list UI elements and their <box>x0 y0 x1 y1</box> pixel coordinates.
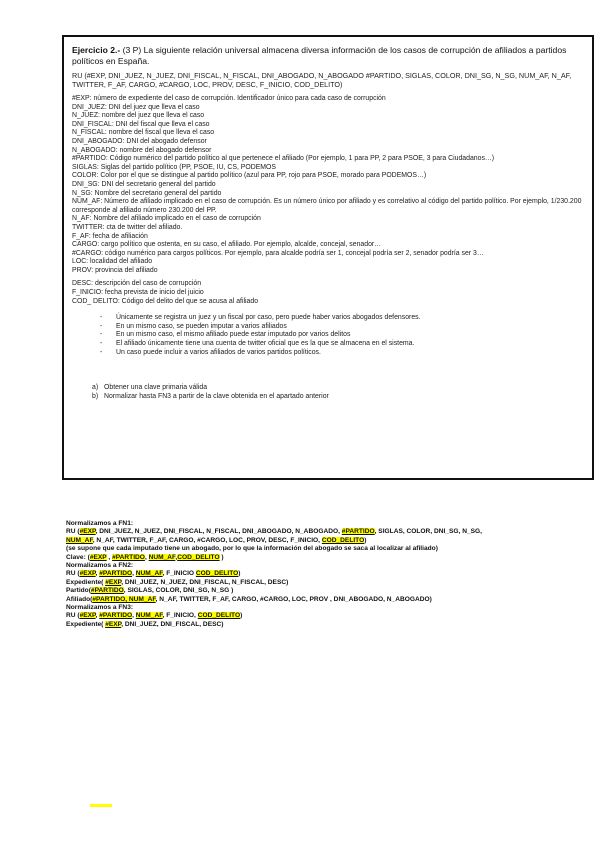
text: , <box>132 570 136 578</box>
constraint-item: - Un caso puede incluir a varios afiliados de varios partidos políticos. <box>100 349 584 358</box>
attribute-line: CARGO: cargo político que ostenta, en su caso, el afiliado. Por ejemplo, alcalde, concejal, senador… <box>72 241 382 249</box>
fn1-relation <box>66 528 591 545</box>
key-attr: #EXP <box>89 553 107 561</box>
attribute-line: N_FISCAL: nombre del fiscal que lleva el caso <box>72 129 215 137</box>
attribute-line: COD_ DELITO: Código del delito del que se acusa al afiliado <box>72 297 259 305</box>
universal-relation: RU (#EXP, DNI_JUEZ, N_JUEZ, DNI_FISCAL, N_FISCAL, DNI_ABOGADO, N_ABOGADO #PARTIDO, SIGLAS, COLOR, DNI_SG, N_SG, NUM_AF, N_AF, TWITTER, F_AF, CARGO, #CARGO, LOC, PROV, DESC, F_INICIO, COD_DELITO) <box>72 71 572 89</box>
partido-relation <box>66 587 591 595</box>
key-attr: COD_DELITO <box>197 612 241 620</box>
empty-highlight-mark <box>90 804 112 807</box>
text: , <box>132 612 136 620</box>
key-attr: NUM_AF <box>135 570 163 578</box>
task-item <box>92 393 584 402</box>
text: RU ( <box>66 528 80 536</box>
attribute-line: LOC: localidad del afiliado <box>72 258 153 266</box>
key-attr: #PARTIDO <box>341 528 375 536</box>
attribute-descriptions-extra <box>72 280 584 306</box>
text: RU ( <box>66 612 80 620</box>
exercise-statement-box <box>62 35 594 480</box>
constraint-item: - En un mismo caso, el mismo afiliado puede estar imputado por varios delitos <box>100 331 584 340</box>
fn2-heading: Normalizamos a FN2: <box>66 562 134 570</box>
text: , F_INICIO <box>162 570 196 578</box>
key-attr: #EXP <box>79 612 96 620</box>
attribute-line: N_ABOGADO: nombre del abogado defensor <box>72 146 212 154</box>
text: Expediente( <box>66 620 106 628</box>
text: , N_AF, TWITTER, F_AF, CARGO, #CARGO, LOC, PROV , DNI_ABOGADO, N_ABOGADO) <box>155 595 432 603</box>
expediente-relation <box>66 579 591 587</box>
attribute-line: DNI_ABOGADO: DNI del abogado defensor <box>72 137 207 145</box>
attribute-line: DNI_JUEZ: DNI del juez que lleva el caso <box>72 103 200 111</box>
key-attr: #EXP <box>105 578 122 586</box>
text: , DNI_JUEZ, DNI_FISCAL, DESC) <box>121 620 224 628</box>
exercise-title <box>72 45 584 67</box>
task-text: Obtener una clave primaria válida <box>104 384 208 392</box>
attribute-line: PROV: provincia del afiliado <box>72 266 158 274</box>
attribute-line: TWITTER: cta de twitter del afiliado. <box>72 223 183 231</box>
attribute-line: N_SG: Nombre del secretario general del partido <box>72 189 222 197</box>
task-item <box>92 384 584 393</box>
constraint-item: - En un mismo caso, se pueden imputar a varios afiliados <box>100 323 584 332</box>
task-list <box>92 384 584 401</box>
text: , F_INICIO, <box>162 612 198 620</box>
text: ) <box>364 536 367 544</box>
attribute-line: #EXP: número de expediente del caso de corrupción. Identificador único para cada caso de corrupción <box>72 95 386 102</box>
text: , DNI_JUEZ, N_JUEZ, DNI_FISCAL, N_FISCAL, DESC) <box>121 578 289 586</box>
attribute-line: DNI_SG: DNI del secretario general del partido <box>72 180 216 188</box>
task-text: Normalizar hasta FN3 a partir de la clave obtenida en el apartado anterior <box>104 392 329 400</box>
text: , SIGLAS, COLOR, DNI_SG, N_SG, <box>374 528 482 536</box>
task-key: a) <box>92 384 99 392</box>
attribute-line: #PARTIDO: Código numérico del partido político al que pertenece el afiliado (Por ejemplo, 1 para PP, 2 para PSOE, 3 para Ciudadanos…) <box>72 155 495 163</box>
text: RU ( <box>66 570 80 578</box>
text: Partido( <box>66 587 91 595</box>
text: ) <box>240 612 243 620</box>
key-attr: #EXP <box>79 528 96 536</box>
key-attr: #PARTIDO, NUM_AF <box>92 595 156 603</box>
key-attr: COD_DELITO <box>177 553 220 561</box>
fn2-relation <box>66 570 591 578</box>
text: Clave: ( <box>66 553 90 561</box>
constraint-item: - Únicamente se registra un juez y un fiscal por caso, pero puede haber varios abogados defensores. <box>100 314 584 323</box>
exercise-intro: (3 P) La siguiente relación universal almacena diversa información de los casos de corrupción de afiliados a partidos políticos en España. <box>72 45 567 66</box>
key-attr: #EXP <box>79 570 96 578</box>
key-attr: #EXP <box>105 620 122 628</box>
constraint-item: - El afiliado únicamente tiene una cuenta de twitter oficial que es la que se almacena en el sistema. <box>100 340 584 349</box>
attribute-line: N_AF: Nombre del afiliado implicado en el caso de corrupción <box>72 215 261 223</box>
constraint-list <box>100 314 584 357</box>
key-attr: #PARTIDO <box>99 570 133 578</box>
attribute-line: DESC: descripción del caso de corrupción <box>72 280 202 288</box>
attribute-line: COLOR: Color por el que se distingue al partido político (azul para PP, rojo para PSOE, morado para PODEMOS…) <box>72 172 427 180</box>
key-attr: #PARTIDO <box>112 553 145 561</box>
text: , N_AF, TWITTER, F_AF, CARGO, #CARGO, LOC, PROV, DESC, F_INICIO, <box>92 536 322 544</box>
text: , <box>106 553 113 561</box>
fn1-heading: Normalizamos a FN1: <box>66 520 134 527</box>
solution-notes <box>66 520 591 629</box>
text: ) <box>219 553 224 561</box>
key-attr: NUM_AF <box>148 553 176 561</box>
attribute-line: N_JUEZ: nombre del juez que lleva el caso <box>72 112 205 120</box>
expediente-fn3-relation <box>66 621 591 629</box>
text: ) <box>238 570 241 578</box>
text: Expediente( <box>66 578 106 586</box>
attribute-line: #CARGO: código numérico para cargos políticos. Por ejemplo, para alcalde podría ser 1, concejal podría ser 2, senador podría ser 3… <box>72 249 484 257</box>
text: , <box>95 612 100 620</box>
attribute-line: NUM_AF: Número de afiliado implicado en el caso de corrupción. Es un número único por afiliado y es correlativo al código del partido político. Por ejemplo, 1/230.200 corresponde al afiliado número 230.200 del PP. <box>72 198 582 214</box>
text: Afiliado( <box>66 595 93 603</box>
text: , DNI_JUEZ, N_JUEZ, DNI_FISCAL, N_FISCAL, DNI_ABOGADO, N_ABOGADO, <box>95 528 342 536</box>
assumption-note: (se supone que cada imputado tiene un abogado, por lo que la información del abogado se saca al localizar al afiliado) <box>66 545 438 553</box>
fn3-relation <box>66 612 591 620</box>
attribute-line: F_AF: fecha de afiliación <box>72 232 148 240</box>
key-attr: COD_DELITO <box>321 536 365 544</box>
attribute-line: DNI_FISCAL: DNI del fiscal que lleva el caso <box>72 120 210 128</box>
afiliado-relation <box>66 596 591 604</box>
fn3-heading: Normalizamos a FN3: <box>66 604 134 612</box>
text: , SIGLAS, COLOR, DNI_SG, N_SG ) <box>123 587 234 595</box>
key-attr: #PARTIDO <box>99 612 133 620</box>
exercise-number: Ejercicio 2.- <box>72 45 121 55</box>
text: , <box>95 570 100 578</box>
attribute-line: F_INICIO: fecha prevista de inicio del juicio <box>72 289 204 297</box>
attribute-descriptions <box>72 95 584 275</box>
text: , <box>144 553 149 561</box>
primary-key <box>66 554 591 562</box>
key-attr: COD_DELITO <box>195 570 239 578</box>
attribute-line: SIGLAS: Siglas del partido político (PP, PSOE, IU, CS, PODEMOS <box>72 163 276 171</box>
key-attr: NUM_AF <box>135 612 163 620</box>
key-attr: #PARTIDO <box>90 587 124 595</box>
key-attr: NUM_AF <box>66 536 93 544</box>
task-key: b) <box>92 392 99 400</box>
